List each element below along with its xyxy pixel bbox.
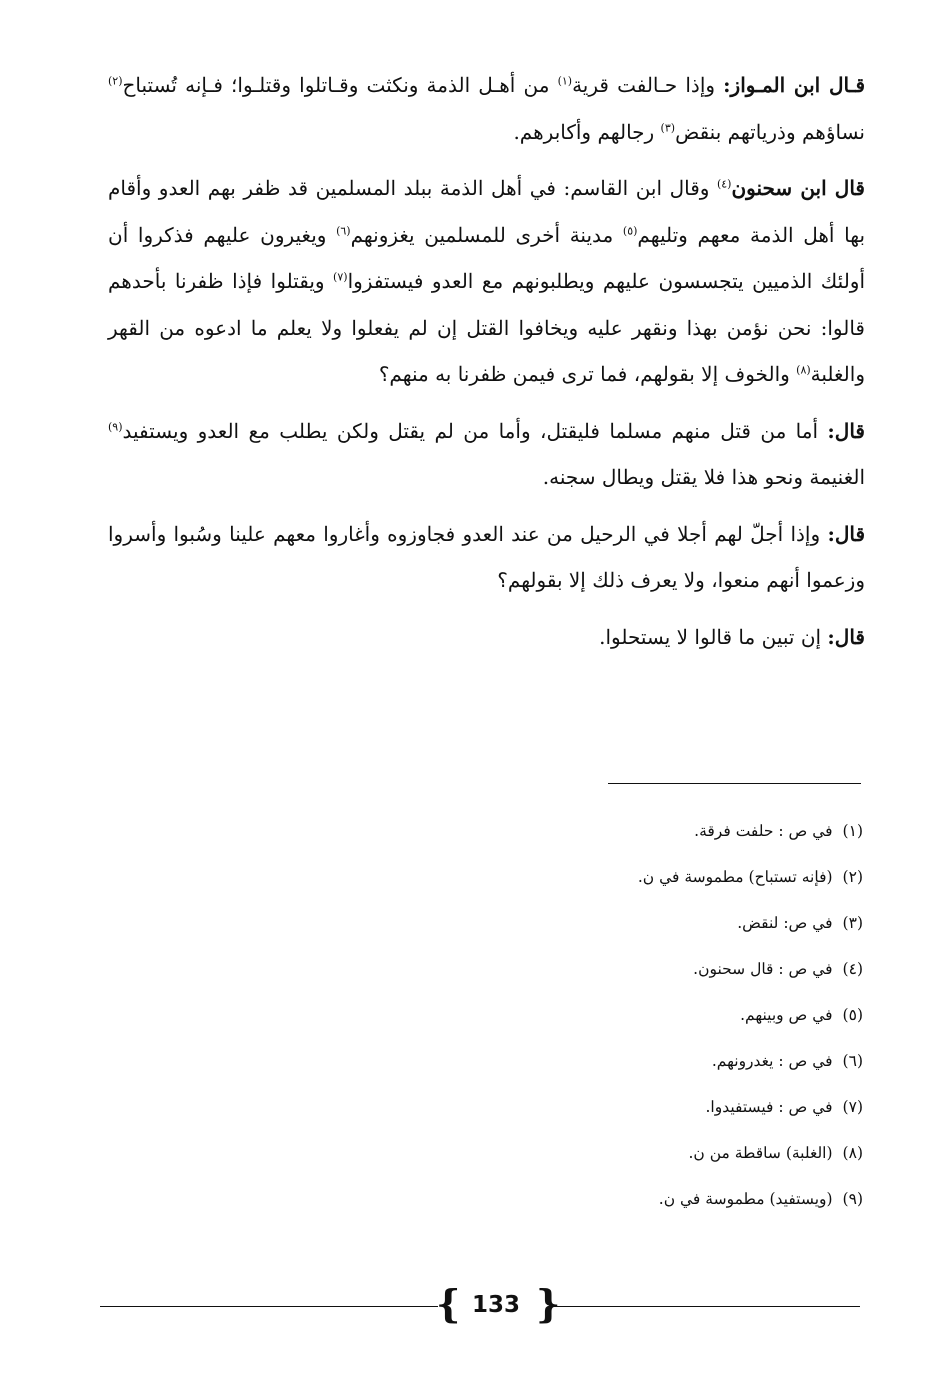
text-run: إن تبين ما قالوا لا يستحلوا. (599, 624, 822, 649)
footnote-number: (٢) (842, 868, 863, 886)
page-number-close-brace: } (536, 1281, 561, 1326)
footnote-item (300, 1130, 863, 1176)
paragraph-5 (108, 614, 865, 661)
footnote-text: (الغلبة) ساقطة من ن. (688, 1144, 833, 1162)
page-number-open-brace: { (436, 1281, 461, 1326)
text-run: وإذا حـالفت قرية (572, 73, 716, 97)
footnote-separator (608, 783, 861, 784)
speaker-lead: قال: (827, 418, 865, 443)
footnote-text: في ص : قال سحنون. (693, 960, 833, 978)
paragraph-2 (108, 165, 865, 398)
text-run: مدينة أخرى للمسلمين يغزونهم (350, 222, 614, 247)
footnote-number: (٨) (842, 1144, 863, 1162)
footnote-number: (٤) (842, 960, 863, 978)
footnote-text: (ويستفيد) مطموسة في ن. (658, 1190, 833, 1208)
page-footer (100, 1282, 860, 1332)
text-run: وقال ابن القاسم: في أهل الذمة ببلد المسلمين قد ظفر بهم العدو وأقام بها أهل الذمة معهم وتليهم (108, 176, 866, 247)
footnote-ref: (٣) (660, 120, 676, 134)
speaker-lead: قـال ابن المـواز: (723, 73, 866, 97)
speaker-lead: قال: (827, 624, 865, 649)
footnote-number: (٧) (842, 1098, 863, 1116)
footnote-ref: (٨) (796, 363, 811, 377)
speaker-lead: قال ابن سحنون (731, 176, 865, 200)
footnote-item (300, 946, 863, 992)
footnote-text: في ص: لنقض. (737, 914, 833, 932)
text-run: رجالهم وأكابرهم. (513, 119, 655, 144)
footnote-ref: (١) (557, 74, 573, 88)
footnote-number: (٦) (842, 1052, 863, 1070)
paragraph-4 (108, 511, 865, 604)
speaker-lead: قال: (827, 521, 866, 546)
footnote-text: (فإنه تستباح) مطموسة في ن. (637, 868, 833, 886)
footer-rule-left (100, 1306, 438, 1307)
text-run: الغنيمة ونحو هذا فلا يقتل ويطال سجنه. (542, 465, 865, 489)
footnote-text: في ص : فيستفيدوا. (705, 1098, 833, 1116)
footnote-text: في ص : حلفت فرقة. (694, 822, 833, 840)
footnote-ref: (٥) (622, 223, 638, 237)
text-run: ويغيرون عليهم فذكروا أن أولئك الذميين يتجسسون عليهم ويطلبونهم مع العدو فيستفزوا (108, 222, 865, 293)
footnote-item (300, 808, 863, 854)
footnote-ref: (٤) (716, 177, 732, 191)
footnote-text: في ص : يغدرونهم. (711, 1052, 833, 1070)
text-run: ويقتلوا فإذا ظفرنا بأحدهم قالوا: نحن نؤمن بهذا ونقهر عليه ويخافوا القتل إن لم يفعلوا ولا يعلم ما ادعوه من القهر والغلبة (108, 269, 865, 386)
text-run: نساؤهم وذرياتهم بنقض (675, 119, 865, 144)
paragraph-3 (108, 408, 865, 501)
footnote-ref: (٧) (333, 270, 348, 284)
paragraph-1 (108, 62, 865, 155)
text-run: أما من قتل منهم مسلما فليقتل، وأما من لم يقتل ولكن يطلب مع العدو ويستفيد (122, 418, 819, 443)
text-run: وإذا أجلّ لهم أجلا في الرحيل من عند العدو فجاوزوه وأغاروا معهم علينا وسُبوا وأسروا وزعموا أنهم منعوا، ولا يعرف ذلك إلا بقولهم؟ (108, 521, 865, 592)
text-run: والخوف إلا بقولهم، فما ترى فيمن ظفرنا به منهم؟ (378, 362, 790, 386)
footnote-text: في ص وبينهم. (740, 1006, 833, 1024)
footnotes-list (300, 808, 863, 1222)
text-run: من أهـل الذمة ونكثت وقـاتلوا وقتلـوا؛ فـإنه تُستباح (122, 73, 550, 97)
footnote-item (300, 992, 863, 1038)
footnote-item (300, 1084, 863, 1130)
footnote-ref: (٩) (108, 419, 123, 433)
footnote-number: (٩) (842, 1190, 863, 1208)
footnote-number: (٣) (842, 914, 863, 932)
footnote-number: (١) (842, 822, 863, 840)
footnote-item (300, 1176, 863, 1222)
footnote-number: (٥) (842, 1006, 863, 1024)
footnote-ref: (٦) (336, 223, 351, 237)
page-number: 133 (471, 1292, 520, 1318)
footnote-item (300, 854, 863, 900)
footnote-ref: (٢) (108, 74, 123, 88)
footer-rule-right (552, 1306, 860, 1307)
main-text (108, 62, 865, 670)
footnote-item (300, 900, 863, 946)
footnote-item (300, 1038, 863, 1084)
